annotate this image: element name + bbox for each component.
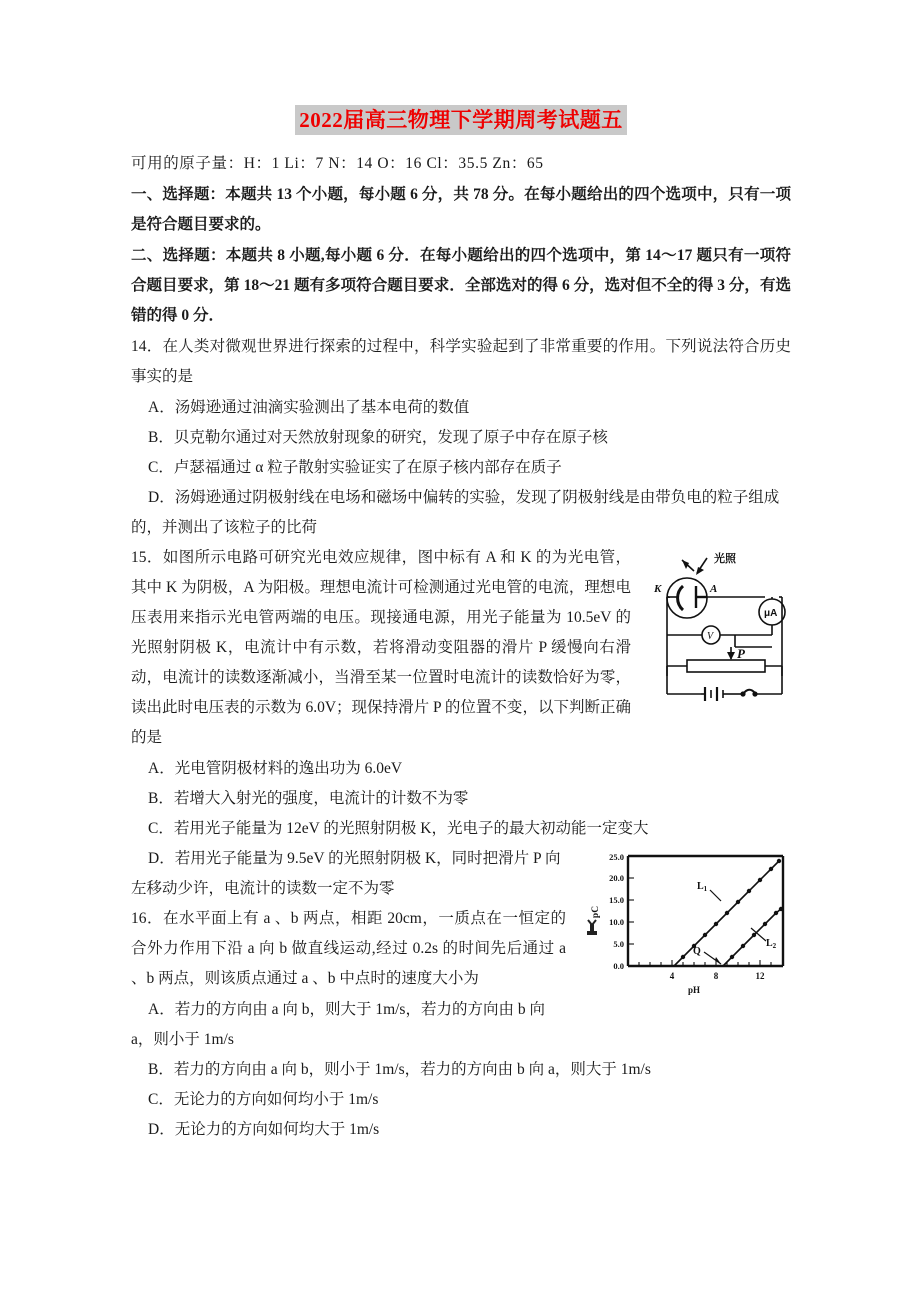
photoelectric-circuit-diagram <box>639 546 791 704</box>
section-one-instructions: 一、选择题：本题共 13 个小题，每小题 6 分，共 78 分。在每小题给出的四个选项中，只有一项是符合题目要求的。 <box>131 186 791 234</box>
series-l2 <box>723 907 783 966</box>
light-label: 光照 <box>714 553 736 566</box>
ytick-2: 10.0 <box>609 917 624 928</box>
atomic-mass-line: 可用的原子量：H：1 Li：7 N：14 O：16 Cl：35.5 Zn：65 <box>131 155 544 173</box>
ammeter-label: μA <box>764 608 778 620</box>
question-16-option-a[interactable]: A．若力的方向由 a 向 b，则大于 1m/s，若力的方向由 b 向 a，则小于 1m/s <box>131 1001 545 1049</box>
xtick-8: 8 <box>713 971 719 982</box>
page-title <box>131 105 791 135</box>
annotation-l2: $L_2$ <box>766 938 777 951</box>
section-two-instructions: 二、选择题：本题共 8 小题,每小题 6 分．在每小题给出的四个选项中，第 14～17 题只有一项符合题目要求，第 18～21 题有多项符合题目要求．全部选对的得 6 分，选对但不全的得 3 分，有选错的得 0 分． <box>131 247 791 325</box>
y-axis-label: pC <box>591 906 601 919</box>
scan-artifact-icon <box>585 918 599 938</box>
circuit-svg <box>639 546 791 704</box>
chart-svg <box>576 848 791 996</box>
question-16-option-c[interactable]: C．无论力的方向如何均小于 1m/s <box>148 1091 379 1109</box>
question-14-option-b[interactable]: B．贝克勒尔通过对天然放射现象的研究，发现了原子中存在原子核 <box>148 429 608 447</box>
ytick-0: 0.0 <box>613 961 624 972</box>
ytick-3: 15.0 <box>609 895 624 906</box>
question-15-option-d[interactable]: D．若用光子能量为 9.5eV 的光照射阴极 K，同时把滑片 P 向左移动少许，电流计的读数一定不为零 <box>131 850 561 898</box>
slider-label: P <box>737 646 745 662</box>
question-15-option-a[interactable]: A．光电管阴极材料的逸出功为 6.0eV <box>148 760 403 778</box>
anode-label: A <box>710 583 718 596</box>
question-14-stem: 14．在人类对微观世界进行探索的过程中，科学实验起到了非常重要的作用。下列说法符合历史事实的是 <box>131 338 791 386</box>
question-15-stem: 15．如图所示电路可研究光电效应规律，图中标有 A 和 K 的为光电管，其中 K 为阴极，A 为阳极。理想电流计可检测通过光电管的电流，理想电压表用来指示光电管两端的电压。现接通电源，用光子能量为 10.5eV 的光照射阴极 K，电流计中有示数，若将滑动变阻器的滑片 P 缓慢向右滑动，电流计的读数逐渐减小，当滑至某一位置时电流计的读数恰好为零，读出此时电压表的示数为 6.0V；现保持滑片 P 的位置不变，以下判断正确的是 <box>131 549 631 747</box>
question-14-option-c[interactable]: C．卢瑟福通过 α 粒子散射实验证实了在原子核内部存在质子 <box>148 459 562 477</box>
question-16-stem: 16．在水平面上有 a 、b 两点，相距 20cm，一质点在一恒定的合外力作用下沿 a 向 b 做直线运动,经过 0.2s 的时间先后通过 a 、b 两点，则该质点通过 a 、b 中点时的速度大小为 <box>131 910 566 988</box>
document-title-text: 2022届高三物理下学期周考试题五 <box>295 105 627 135</box>
question-14-option-d[interactable]: D．汤姆逊通过阴极射线在电场和磁场中偏转的实验，发现了阴极射线是由带负电的粒子组成的，并测出了该粒子的比荷 <box>131 489 780 537</box>
question-15-option-c[interactable]: C．若用光子能量为 12eV 的光照射阴极 K，光电子的最大初动能一定变大 <box>148 820 649 838</box>
page-content <box>131 105 791 1145</box>
ytick-1: 5.0 <box>613 939 624 950</box>
x-axis-label: pH <box>687 985 701 996</box>
xtick-12: 12 <box>755 971 765 982</box>
question-16-option-d[interactable]: D．无论力的方向如何均大于 1m/s <box>148 1121 380 1139</box>
question-15-optiond-block <box>131 844 791 1055</box>
ytick-4: 20.0 <box>609 873 624 884</box>
annotation-q: Q <box>693 946 701 958</box>
annotation-l1: $L_1$ <box>697 881 708 894</box>
voltmeter-label: V <box>707 631 714 643</box>
ytick-5: 25.0 <box>609 852 624 863</box>
ph-pc-line-chart <box>576 848 791 996</box>
cathode-label: K <box>654 583 662 596</box>
question-16-option-b[interactable]: B．若力的方向由 a 向 b，则小于 1m/s，若力的方向由 b 向 a，则大于 1m/s <box>148 1061 651 1079</box>
question-15-option-b[interactable]: B．若增大入射光的强度，电流计的计数不为零 <box>148 790 469 808</box>
series-l1 <box>674 859 781 966</box>
question-14-option-a[interactable]: A．汤姆逊通过油滴实验测出了基本电荷的数值 <box>148 399 470 417</box>
question-15-block <box>131 543 791 754</box>
xtick-4: 4 <box>669 971 675 982</box>
